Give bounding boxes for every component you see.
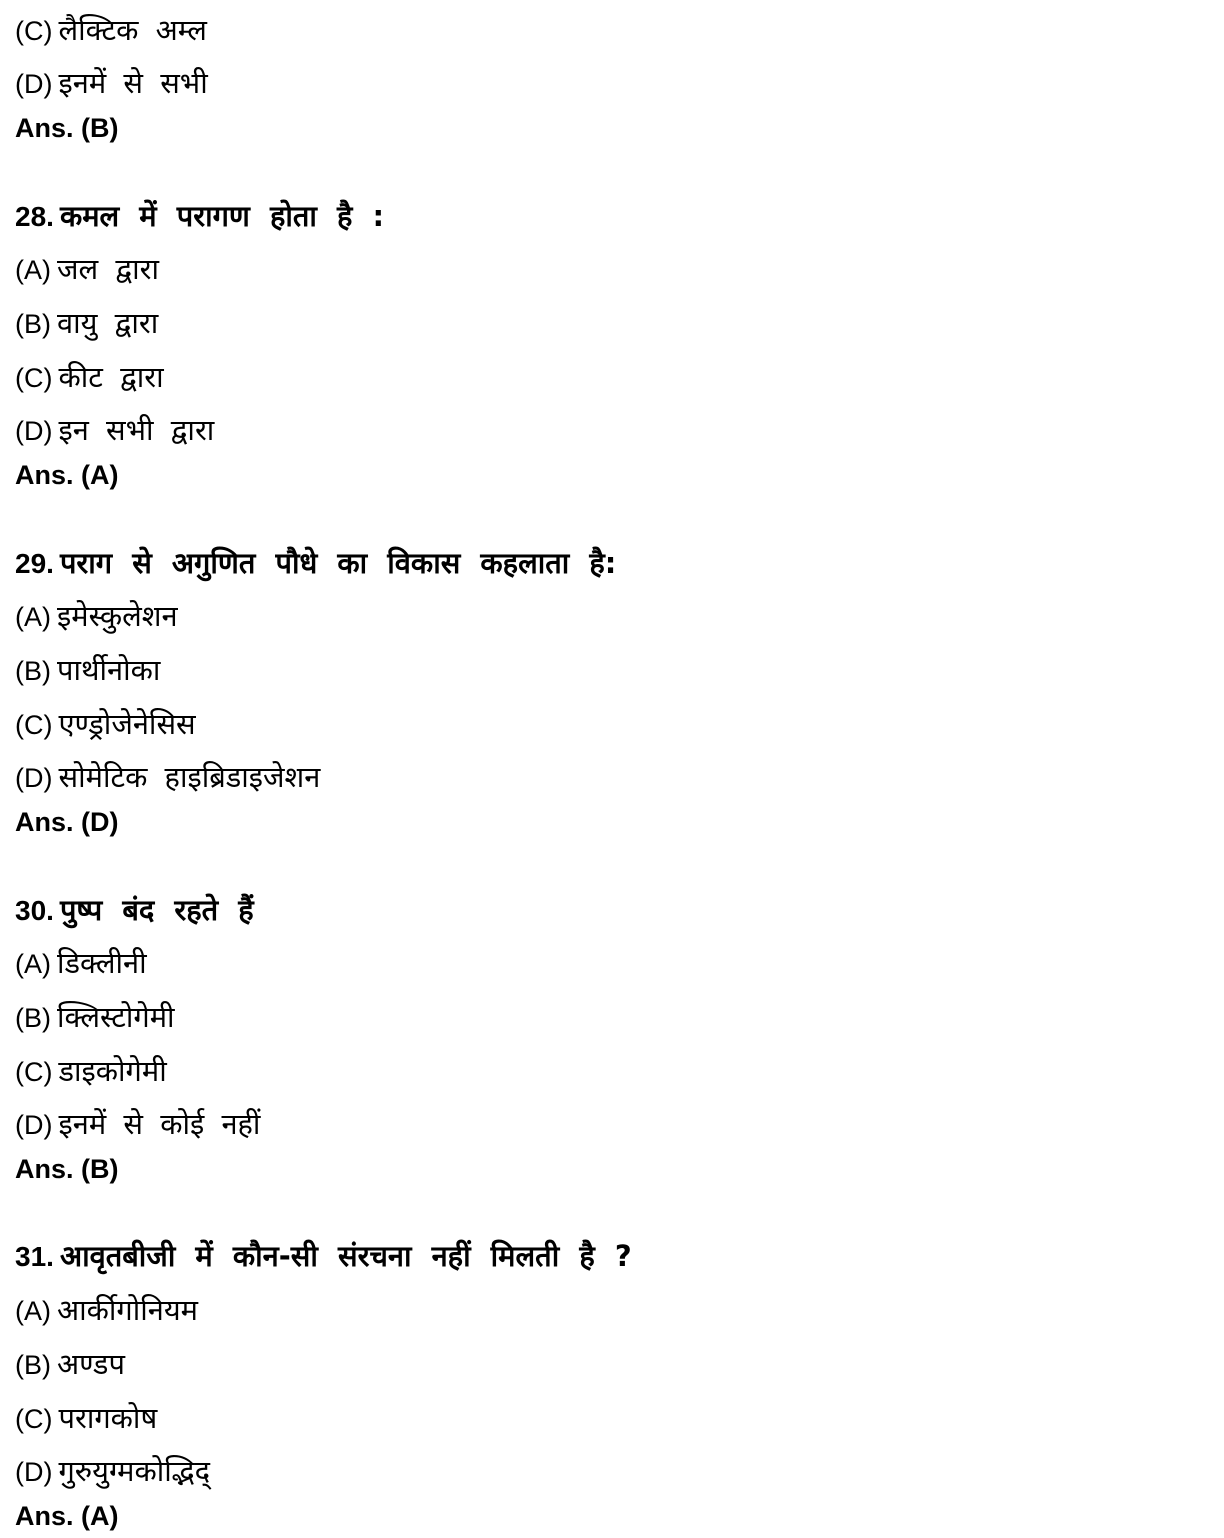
option-d [15, 1451, 210, 1491]
option-c [15, 1051, 167, 1091]
option-d [15, 410, 214, 450]
option-c [15, 1398, 157, 1438]
option-label: (D) [15, 1457, 53, 1487]
option-b [15, 650, 160, 690]
option-text: पार्थीनोका [57, 653, 161, 687]
question-text: कमल में परागण होता है : [59, 199, 385, 233]
option-label: (B) [15, 1350, 51, 1380]
option-text: सोमेटिक हाइब्रिडाइजेशन [58, 760, 321, 794]
option-b [15, 997, 175, 1037]
question-number: 31. [15, 1241, 54, 1272]
option-text: परागकोष [58, 1401, 158, 1435]
option-a [15, 943, 147, 983]
answer-line: Ans. (B) [15, 1154, 119, 1184]
question-29 [15, 543, 616, 583]
option-text: इनमें से कोई नहीं [58, 1107, 261, 1141]
answer-line: Ans. (A) [15, 1501, 119, 1531]
option-label: (B) [15, 1003, 51, 1033]
option-text: लैक्टिक अम्ल [58, 13, 207, 47]
option-c [15, 704, 196, 744]
option-text: क्लिस्टोगेमी [57, 1000, 175, 1034]
option-label: (A) [15, 949, 51, 979]
option-label: (D) [15, 1110, 53, 1140]
question-number: 30. [15, 895, 54, 926]
option-text: इनमें से सभी [58, 66, 208, 100]
option-text: अण्डप [57, 1347, 125, 1381]
option-label: (D) [15, 416, 53, 446]
option-a [15, 249, 159, 289]
option-label: (B) [15, 309, 51, 339]
option-d [15, 1104, 260, 1144]
option-text: इन सभी द्वारा [58, 413, 215, 447]
option-text: डिक्लीनी [57, 946, 147, 980]
option-label: (D) [15, 763, 53, 793]
option-text: डाइकोगेमी [58, 1054, 167, 1088]
option-text: इमेस्कुलेशन [57, 599, 178, 633]
question-number: 28. [15, 201, 54, 232]
option-a [15, 596, 178, 636]
option-text: एण्ड्रोजेनेसिस [58, 707, 196, 741]
question-28 [15, 196, 384, 236]
option-b [15, 1344, 125, 1384]
option-label: (A) [15, 1296, 51, 1326]
option-label: (D) [15, 69, 53, 99]
option-label: (A) [15, 602, 51, 632]
question-text: आवृतबीजी में कौन-सी संरचना नहीं मिलती है ? [59, 1239, 632, 1273]
question-number: 29. [15, 548, 54, 579]
option-label: (C) [15, 1057, 53, 1087]
option-c [15, 10, 207, 50]
option-label: (C) [15, 16, 53, 46]
option-text: जल द्वारा [57, 252, 159, 286]
option-d [15, 63, 208, 103]
option-text: आर्कीगोनियम [57, 1293, 199, 1327]
option-text: वायु द्वारा [57, 306, 159, 340]
option-text: कीट द्वारा [58, 360, 164, 394]
answer-line: Ans. (B) [15, 113, 119, 143]
option-label: (C) [15, 710, 53, 740]
option-a [15, 1290, 198, 1330]
option-label: (C) [15, 1404, 53, 1434]
option-label: (A) [15, 255, 51, 285]
option-label: (B) [15, 656, 51, 686]
option-text: गुरुयुग्मकोद्भिद् [58, 1454, 211, 1488]
question-text: पराग से अगुणित पौधे का विकास कहलाता है: [59, 546, 617, 580]
answer-line: Ans. (A) [15, 460, 119, 490]
option-d [15, 757, 320, 797]
question-31 [15, 1236, 632, 1276]
option-c [15, 357, 164, 397]
question-30 [15, 890, 254, 930]
option-b [15, 303, 158, 343]
option-label: (C) [15, 363, 53, 393]
answer-line: Ans. (D) [15, 807, 119, 837]
question-text: पुष्प बंद रहते हैं [59, 893, 254, 927]
